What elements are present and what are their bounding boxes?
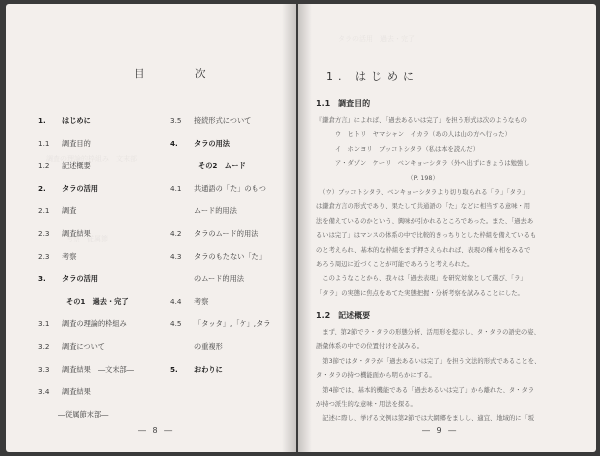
toc-entry-number: 2. (38, 183, 46, 193)
body-text-line: （ウ）ブッコトシタラ、ベンキョーシタラより切り取られる「ラ」「タラ」 (316, 188, 529, 196)
toc-entry (38, 229, 168, 252)
toc-entry (170, 206, 296, 229)
section-overview (316, 310, 582, 427)
toc-entry-number: 1. (38, 116, 46, 125)
gutter-shadow (298, 4, 312, 452)
body-text-line: 法を備えているのかという、興味が引かれるところであった。また、「過去あ (316, 217, 534, 225)
toc-entry-label: 調査の理論的枠組み (62, 319, 127, 329)
toc-entry (38, 387, 168, 410)
toc-entry-label: ―従属節末部― (58, 409, 109, 419)
left-page (6, 4, 296, 452)
toc-entry-number: 1.1 (38, 138, 50, 148)
body-text-line: イ ホンヨリ ブッコトシタラ（私は本を読んだ） (316, 145, 480, 153)
toc-entry (170, 342, 296, 365)
toc-column-2 (170, 116, 296, 387)
toc-entry-label: 共通語の「た」のもつ (194, 183, 266, 193)
body-text-line: 語彙体系の中での位置付けを試みる。 (316, 343, 424, 351)
section-heading: 1.2 記述概要 (316, 311, 371, 320)
toc-title: 目 次 (134, 68, 226, 80)
body-text-line: タ・タラの持つ機能面から明らかにする。 (316, 372, 436, 380)
toc-entry-label: はじめに (62, 116, 91, 125)
toc-entry-number: 2.3 (38, 251, 50, 261)
body-text-line: のと考えられ、基本的な枠組をまず押さえられれば、表現の種々相をみるで (316, 246, 531, 254)
toc-entry-label: 調査結果 (62, 387, 91, 397)
toc-entry (38, 161, 168, 184)
body-text-line: あろう周辺に近づくことが可能であろうと考えられた。 (316, 260, 474, 268)
toc-entry (170, 274, 296, 297)
body-text-line: は鎌倉方言の形式であり、果たして共通語の「た」などに相当する意味・用 (316, 203, 531, 211)
toc-entry-number: 4. (170, 138, 178, 148)
body-text-line: このようなことから、我々は「過去表現」を研究対象として選び、「ラ」 (316, 275, 527, 283)
toc-entry (170, 319, 296, 342)
toc-entry-label: 調査結果 ―文末部― (62, 364, 134, 374)
toc-entry-number: 4.4 (170, 296, 182, 306)
toc-entry (38, 319, 168, 342)
toc-entry (38, 206, 168, 229)
toc-entry (38, 342, 168, 365)
toc-entry-label: タラの用法 (194, 138, 230, 148)
toc-entry (170, 365, 296, 388)
toc-entry-number: 4.5 (170, 319, 182, 329)
page-number: ― 8 ― (138, 426, 175, 435)
toc-entry-number: 3.3 (38, 364, 50, 374)
chapter-title: 1. はじめに (326, 70, 419, 83)
toc-entry-label: 接続形式について (194, 116, 252, 125)
toc-entry-label: の重複形 (194, 341, 223, 351)
toc-entry-label: 考察 (194, 296, 209, 306)
toc-entry-label: タラのもたない「た」 (194, 251, 266, 261)
toc-entry-number: 2.3 (38, 228, 50, 238)
toc-entry (38, 297, 168, 320)
toc-entry (170, 229, 296, 252)
toc-entry (38, 116, 168, 139)
body-text-line: 第4節では、基本的機能である「過去あるいは完了」から離れた、タ・タラ (316, 386, 535, 394)
toc-entry (170, 116, 296, 139)
body-text-line: 『鎌倉方言』によれば、「過去あるいは完了」を担う形式は次のようなもの (316, 117, 527, 124)
toc-entry-label: おわりに (194, 364, 223, 374)
toc-entry (38, 274, 168, 297)
toc-entry-label: タラのムード的用法 (194, 228, 259, 238)
toc-entry-number: 4.1 (170, 183, 182, 193)
toc-entry-label: のムード的用法 (194, 274, 244, 284)
right-page (298, 4, 596, 452)
gutter-shadow (282, 4, 296, 452)
toc-entry-number: 3. (38, 274, 46, 284)
section-purpose (316, 98, 582, 301)
toc-entry-label: 調査について (62, 341, 105, 351)
body-text-line: ア・ダゾン ケーリ ベンキョーシタラ（外へ出ずにきょうは勉強し (316, 160, 530, 168)
toc-entry (38, 365, 168, 388)
page-number: ― 9 ― (422, 426, 459, 435)
toc-entry (38, 184, 168, 207)
toc-entry-number: 3.2 (38, 341, 50, 351)
body-text-line: が持つ派生的な意味・用法を探る。 (316, 400, 417, 408)
toc-entry-number: 3.5 (170, 116, 182, 125)
body-text-line: るいは完了」はマンスの体系の中で比較的きっちりとした枠組を備えているも (316, 232, 537, 240)
body-text-line: まず、第2節でラ・タラの形態分析、活用形を提示し、タ・タラの語史の姿、 (316, 329, 540, 336)
toc-entry-label: タラの活用 (62, 274, 98, 284)
toc-entry-label: 調査結果 (62, 228, 91, 238)
body-text-line: 「タラ」の実態に焦点をあてた実態把握・分析考察を試みることにした。 (316, 289, 524, 297)
body-text-line: （P. 198） (316, 174, 439, 182)
toc-entry-number: 1.2 (38, 161, 50, 171)
toc-entry (170, 297, 296, 320)
toc-entry-label: 「タッタ」,「ケ」,タラ (194, 319, 271, 329)
body-text-line: ウ ヒトリ ヤマシャン イカラ（あの人は山の方へ行った） (316, 131, 511, 139)
toc-entry-label: 記述概要 (62, 161, 91, 171)
body-text-line: 記述に際し、挙げる文例は第2節では大網郷をましし、適宜、地域的に「坂 (316, 415, 535, 423)
toc-entry-label: ムード的用法 (194, 206, 237, 216)
show-through-text: タラの活用 過去・完了 (338, 35, 415, 43)
toc-entry-number: 4.2 (170, 228, 182, 238)
toc-entry-label: その1 過去・完了 (66, 296, 129, 306)
body-text-line: 第3節ではタ・タラが「過去あるいは完了」を担う文法的形式であることを、 (316, 357, 541, 365)
toc-entry (170, 184, 296, 207)
toc-entry-number: 3.1 (38, 319, 50, 329)
show-through-text: 考察 従属節 (66, 235, 108, 243)
show-through-text: 調査の理論的枠組み 文末部 (46, 155, 137, 163)
toc-entry-number: 5. (170, 364, 178, 374)
toc-entry (170, 252, 296, 275)
toc-entry-label: 考察 (62, 251, 77, 261)
toc-entry-label: タラの活用 (62, 183, 98, 193)
toc-entry-label: その2 ムード (198, 161, 246, 171)
toc-column-1 (38, 116, 168, 432)
toc-entry (38, 252, 168, 275)
toc-entry-number: 4.3 (170, 251, 182, 261)
toc-entry-label: 調査 (62, 206, 77, 216)
toc-entry (38, 139, 168, 162)
toc-entry-label: 調査目的 (62, 138, 91, 148)
toc-entry (170, 139, 296, 162)
section-heading: 1.1 調査目的 (316, 99, 371, 108)
toc-entry (170, 161, 296, 184)
toc-entry-number: 2.1 (38, 206, 50, 216)
toc-entry-number: 3.4 (38, 387, 50, 397)
